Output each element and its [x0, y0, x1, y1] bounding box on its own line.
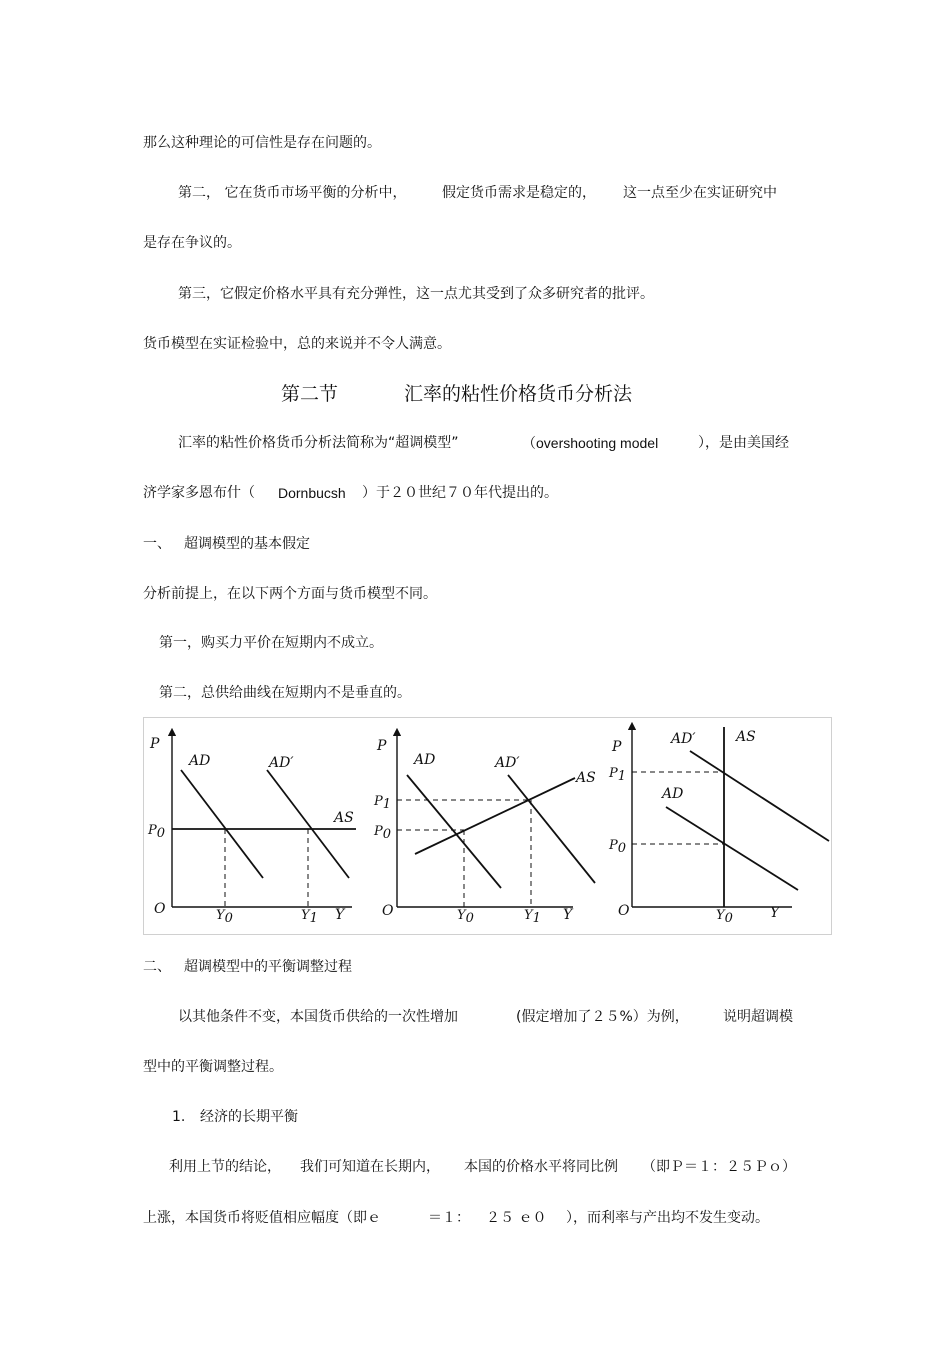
origin-label: O: [618, 903, 630, 919]
para-text: ），是由美国经: [698, 435, 789, 451]
ad-prime-label: AD′: [269, 755, 294, 771]
y1-label: Y1: [301, 908, 318, 926]
para-text: 型中的平衡调整过程。: [143, 1059, 283, 1075]
p-axis-label: P: [612, 739, 622, 755]
text-line: 货币模型在实证检验中，总的来说并不令人满意。: [143, 336, 451, 352]
para-text: 第三，它假定价格水平具有充分弹性，这一点尤其受到了众多研究者的批评。: [178, 286, 654, 302]
para-text: （overshooting model: [522, 435, 659, 451]
y1-label: Y1: [524, 908, 541, 926]
ad-curve: [666, 807, 798, 890]
y-axis-label: Y: [770, 905, 780, 921]
para-text: 汇率的粘性价格货币分析法简称为“超调模型”: [178, 435, 459, 451]
para-text: ）于２０世纪７０年代提出的。: [362, 485, 558, 501]
subheading: 超调模型的基本假定: [184, 536, 310, 552]
p-axis-label: P: [377, 738, 387, 754]
para-text: ），而利率与产出均不发生变动。: [566, 1210, 769, 1226]
ad-as-figure: [143, 717, 832, 935]
panel-3: [608, 726, 829, 926]
ad-label: AD: [189, 753, 211, 769]
origin-label: O: [154, 901, 166, 917]
para-text: 假定货币需求是稳定的，: [442, 185, 596, 201]
p0-label: P0: [609, 838, 627, 856]
para-text: 本国的价格水平将同比例: [464, 1159, 618, 1175]
as-curve: [415, 778, 575, 854]
y0-label: Y0: [216, 908, 233, 926]
panel-2: [373, 732, 596, 926]
list-item: 第一，购买力平价在短期内不成立。: [159, 635, 383, 651]
ad-prime-label: AD′: [495, 755, 520, 771]
para-text: 济学家多恩布什（: [143, 485, 255, 501]
section-number: 第二节: [281, 383, 339, 405]
para-text: 我们可知道在长期内，: [300, 1159, 440, 1175]
y-axis-label: Y: [335, 907, 345, 923]
subheading: 经济的长期平衡: [200, 1109, 298, 1125]
para-text: 利用上节的结论，: [169, 1159, 281, 1175]
subheading: 超调模型中的平衡调整过程: [184, 959, 352, 975]
ad-prime-curve: [508, 775, 595, 883]
heading-number: 二、: [143, 959, 171, 975]
ad-prime-curve: [690, 751, 829, 841]
para-text: ＝１：: [428, 1210, 470, 1226]
as-label: AS: [736, 729, 756, 745]
para-text: (假定增加了２５%）为例，: [516, 1009, 689, 1025]
p1-label: P1: [609, 766, 627, 784]
list-item: 第二，总供给曲线在短期内不是垂直的。: [159, 685, 411, 701]
y0-label: Y0: [716, 908, 733, 926]
heading-number: 一、: [143, 536, 171, 552]
para-text: （即Ｐ＝１：２５Ｐｏ）: [642, 1159, 796, 1175]
p1-label: P1: [374, 794, 392, 812]
para-text: 上涨，本国货币将贬值相应幅度（即ｅ: [143, 1210, 381, 1226]
ad-curve: [407, 775, 501, 888]
ad-curve: [181, 770, 263, 878]
para-text: ２５ ｅ０: [486, 1210, 547, 1226]
as-label: AS: [334, 810, 354, 826]
para-text: 第二， 它在货币市场平衡的分析中，: [178, 185, 407, 201]
origin-label: O: [382, 903, 394, 919]
y-axis-label: Y: [563, 907, 573, 923]
section-title: 汇率的粘性价格货币分析法: [404, 383, 633, 405]
list-number: 1.: [172, 1109, 186, 1125]
para-text: 这一点至少在实证研究中: [623, 185, 777, 201]
para-text: 是存在争议的。: [143, 235, 241, 251]
para-text: 以其他条件不变，本国货币供给的一次性增加: [178, 1009, 458, 1025]
p0-label: P0: [374, 824, 392, 842]
para-text: Dornbucsh: [278, 485, 346, 501]
para-text: 说明超调模: [723, 1009, 793, 1025]
p0-label: P0: [148, 823, 166, 841]
ad-label: AD: [414, 752, 436, 768]
text-line: 分析前提上，在以下两个方面与货币模型不同。: [143, 586, 437, 602]
as-label: AS: [576, 770, 596, 786]
text-line: 那么这种理论的可信性是存在问题的。: [143, 135, 381, 151]
p-axis-label: P: [150, 736, 160, 752]
y0-label: Y0: [457, 908, 474, 926]
panel-1: [147, 732, 356, 926]
ad-prime-label: AD′: [671, 731, 696, 747]
ad-label: AD: [662, 786, 684, 802]
